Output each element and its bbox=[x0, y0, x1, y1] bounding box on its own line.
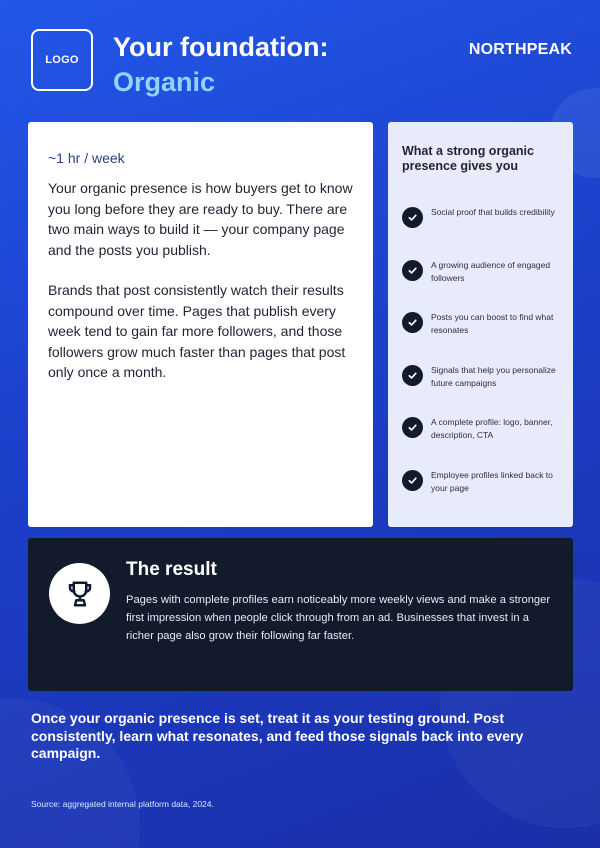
benefit-label: Posts you can boost to find what resonates bbox=[431, 312, 554, 335]
benefits-heading: What a strong organic presence gives you bbox=[402, 144, 534, 173]
benefit-label: Social proof that builds credibility bbox=[431, 207, 555, 217]
check-icon bbox=[402, 260, 423, 281]
check-icon bbox=[402, 470, 423, 491]
closing-statement: Once your organic presence is set, treat it as your testing ground. Post consistently, learn what resonates, and feed those signals back into every campaign. bbox=[31, 710, 524, 761]
main-content-card bbox=[28, 122, 373, 527]
benefit-item bbox=[402, 311, 559, 364]
check-icon bbox=[402, 207, 423, 228]
result-panel bbox=[28, 538, 573, 691]
trophy-badge bbox=[49, 563, 110, 624]
page-title-line-2: Organic bbox=[113, 67, 216, 97]
benefit-item bbox=[402, 259, 559, 312]
logo-placeholder bbox=[31, 29, 93, 91]
benefit-item bbox=[402, 416, 559, 469]
benefit-label: A growing audience of engaged followers bbox=[431, 259, 551, 283]
benefit-item bbox=[402, 364, 559, 417]
source-note: Source: aggregated internal platform data, 2024. bbox=[31, 799, 214, 809]
check-icon bbox=[402, 312, 423, 333]
benefit-item bbox=[402, 469, 559, 522]
logo-label: LOGO bbox=[45, 54, 79, 66]
trophy-icon bbox=[65, 579, 95, 609]
check-icon bbox=[402, 365, 423, 386]
page-title bbox=[113, 30, 328, 100]
benefit-label: A complete profile: logo, banner, description, CTA bbox=[431, 417, 553, 440]
benefit-label: Signals that help you personalize future campaigns bbox=[431, 364, 556, 388]
brand-name: NORTHPEAK bbox=[468, 41, 572, 58]
benefit-item bbox=[402, 206, 559, 259]
check-icon bbox=[402, 417, 423, 438]
body-paragraph-2: Brands that post consistently watch their results compound over time. Pages that publish every week tend to gain far more followers, and those followers grow much faster than pages that post only once a month. bbox=[48, 282, 346, 380]
page-title-line-1: Your foundation: bbox=[113, 32, 329, 62]
result-text: Pages with complete profiles earn noticeably more weekly views and make a stronger first impression when people click through from an ad. Businesses that invest in a richer page also grow their following far faster. bbox=[126, 594, 551, 642]
benefits-panel bbox=[388, 122, 573, 527]
benefit-label: Employee profiles linked back to your page bbox=[431, 469, 553, 493]
time-estimate: ~1 hr / week bbox=[48, 150, 125, 166]
body-paragraph-1: Your organic presence is how buyers get to know you long before they are ready to buy. There are two main ways to build it — your company page and the posts you publish. bbox=[48, 180, 353, 258]
result-title: The result bbox=[126, 559, 217, 580]
